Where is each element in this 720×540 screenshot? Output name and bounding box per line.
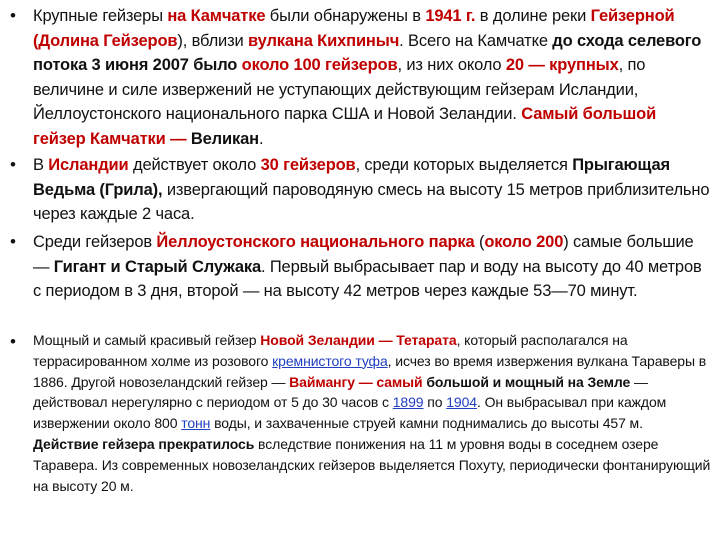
bullet-marker: •	[10, 232, 16, 251]
text-run: вследствие понижения на 11 м уровня воды в соседнем озере Таравера. Из современных новозеландских гейзеров выделяется Похуту, периодически фонтанирующий на высоту 20 м.	[33, 435, 711, 494]
text-run: до схода селевого потока 3 июня 2007 было	[33, 31, 702, 74]
text-run: — действовал нерегулярно с периодом от 5 до 30 часов с	[33, 373, 648, 411]
text-run: , среди которых выделяется	[355, 156, 573, 174]
paragraph-yellowstone	[33, 230, 712, 304]
text-run: ) самые большие —	[33, 233, 694, 276]
text-link[interactable]: кремнистого туфа	[272, 352, 388, 369]
text-run: 20 — крупных	[505, 56, 619, 74]
text-run: Прыгающая Ведьма (Грила),	[33, 156, 670, 199]
text-run: большой и мощный на Земле	[426, 373, 631, 390]
text-run: Действие гейзера прекратилось	[33, 435, 255, 452]
text-run: около 100 гейзеров	[241, 56, 398, 74]
text-run: Гигант и Старый Служака	[53, 257, 261, 276]
bullet-marker: •	[10, 155, 16, 174]
bullet-marker: •	[10, 6, 16, 25]
text-run: Крупные гейзеры	[33, 7, 168, 25]
text-run: Йеллоустонского национального парка	[156, 233, 475, 251]
text-run: . Всего на Камчатке	[399, 31, 553, 50]
text-run: Ваймангу — самый	[289, 373, 423, 390]
text-run: , который располагался на террасированном холме из розового	[33, 332, 628, 369]
text-run: на Камчатке	[167, 7, 266, 25]
text-run: , по величине и силе извержений не уступающих действующим гейзерам Исландии, Йеллоустонского национального парка США и Новой Зеландии.	[33, 56, 646, 123]
text-run: Самый большой гейзер Камчатки —	[33, 105, 657, 148]
text-run: Новой Зеландии — Тетарата	[260, 332, 457, 348]
paragraph-new-zealand	[33, 330, 712, 496]
text-run: (	[474, 233, 485, 251]
text-run: В	[33, 156, 49, 174]
text-run: по	[423, 394, 447, 411]
text-run: были обнаружены в	[265, 7, 426, 25]
bullet-marker: •	[10, 332, 16, 351]
text-run: .	[258, 129, 264, 148]
text-run: Великан	[190, 129, 259, 148]
paragraph-kamchatka	[33, 4, 712, 151]
text-run: ), вблизи	[177, 31, 249, 50]
text-link[interactable]: 1899	[392, 394, 424, 411]
text-run: , из них около	[397, 56, 506, 74]
text-run: Мощный и самый красивый гейзер	[33, 332, 261, 348]
text-link[interactable]: 1904	[446, 394, 477, 411]
paragraph-iceland	[33, 153, 712, 227]
text-run: действует около	[128, 156, 261, 174]
text-run: , исчез во время извержения вулкана Тараверы в 1886. Другой новозеландский гейзер —	[33, 352, 707, 390]
text-run: вулкана Кихпиныч	[248, 31, 400, 50]
text-run: в долине реки	[475, 7, 591, 25]
text-run: 1941 г.	[425, 7, 476, 25]
text-link[interactable]: тонн	[181, 415, 211, 432]
text-run: воды, и захваченные струей камни поднимались до высоты 457 м.	[210, 415, 643, 432]
text-run: Гейзерной (Долина Гейзеров	[33, 7, 675, 50]
text-run: . Он выбрасывал при каждом извержении около 800	[33, 394, 667, 432]
text-run: около 200	[484, 233, 564, 251]
text-run: 30 гейзеров	[260, 156, 356, 174]
text-run: Исландии	[48, 156, 129, 174]
text-run: . Первый выбрасывает пар и воду на высоту до 40 метров с периодом в 3 дня, второй — на высоту 42 метров через каждые 53—70 минут.	[33, 257, 702, 300]
text-run: извергающий пароводяную смесь на высоту 15 метров приблизительно через каждые 2 часа.	[33, 180, 710, 223]
text-run: Среди гейзеров	[33, 233, 157, 251]
